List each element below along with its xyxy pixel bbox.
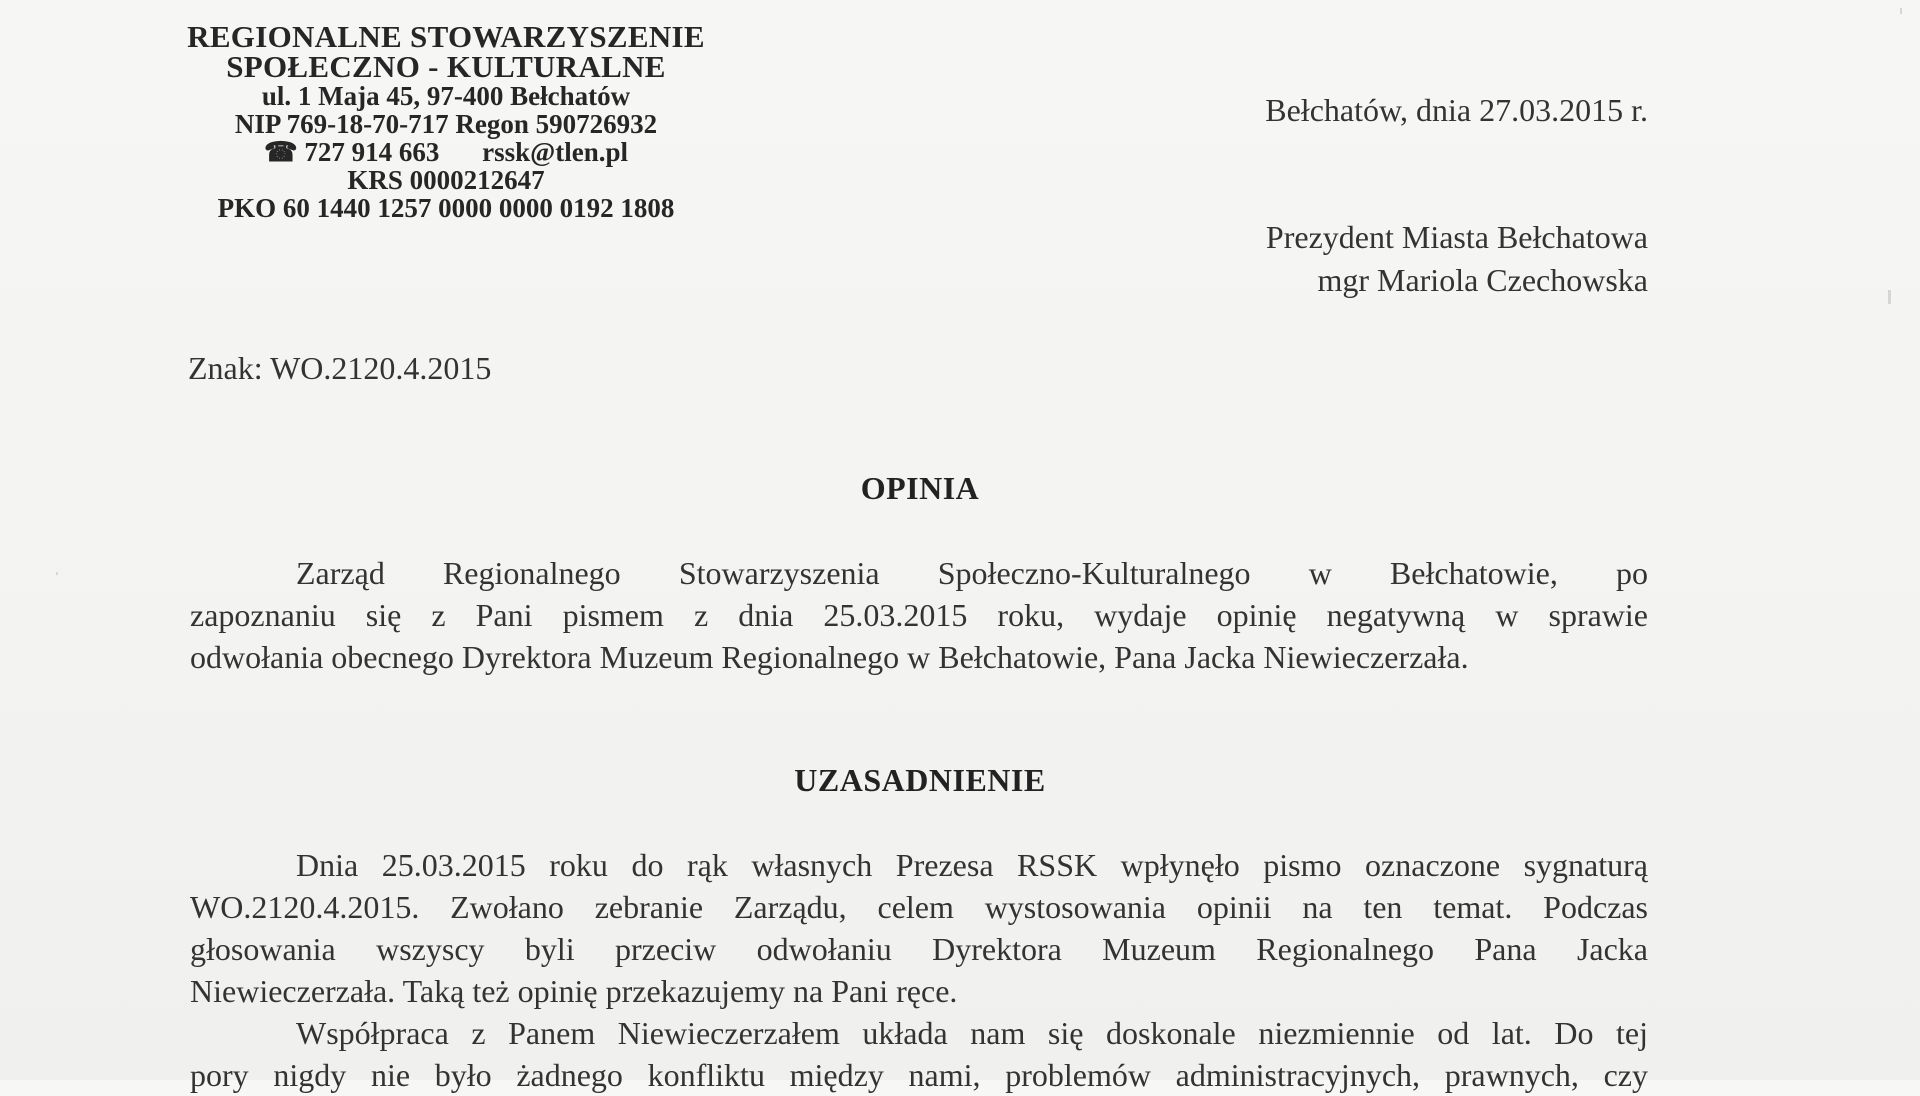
paragraph-line: zapoznaniu się z Pani pismem z dnia 25.03.2015 roku, wydaje opinię negatywną w sprawie — [190, 597, 1648, 633]
paragraph-line: głosowania wszyscy byli przeciw odwołaniu Dyrektora Muzeum Regionalnego Pana Jacka — [190, 931, 1648, 967]
sender-name-line1: REGIONALNE STOWARZYSZENIE — [187, 19, 705, 54]
sender-name-line2: SPOŁECZNO - KULTURALNE — [226, 49, 666, 84]
opinion-paragraph — [190, 552, 1648, 678]
document-date: Bełchatów, dnia 27.03.2015 r. — [1265, 92, 1648, 128]
sender-phone: ☎ 727 914 663 — [263, 137, 440, 167]
paragraph-line: WO.2120.4.2015. Zwołano zebranie Zarządu, celem wystosowania opinii na ten temat. Podczas — [190, 889, 1648, 925]
scan-speck — [1900, 8, 1902, 14]
reference-number: Znak: WO.2120.4.2015 — [188, 350, 492, 386]
addressee-line1: Prezydent Miasta Bełchatowa — [1265, 219, 1648, 255]
sender-bank-account: PKO 60 1440 1257 0000 0000 0192 1808 — [217, 193, 675, 223]
justification-paragraph-1 — [190, 844, 1648, 1012]
scan-speck — [1888, 290, 1891, 304]
addressee-line2: mgr Mariola Czechowska — [1317, 262, 1648, 298]
sender-krs: KRS 0000212647 — [347, 165, 545, 195]
sender-contact — [186, 138, 706, 166]
opinion-heading: OPINIA — [860, 470, 980, 506]
justification-paragraph-2 — [190, 1012, 1648, 1096]
scan-speck — [56, 572, 58, 575]
paragraph-line: Zarząd Regionalnego Stowarzyszenia Społeczno-Kulturalnego w Bełchatowie, po — [296, 555, 1648, 591]
addressee-block — [1266, 216, 1648, 302]
sender-nip-regon: NIP 769-18-70-717 Regon 590726932 — [234, 109, 658, 139]
paragraph-line: Współpraca z Panem Niewieczerzałem układa nam się doskonale niezmiennie od lat. Do tej — [296, 1015, 1648, 1051]
justification-heading: UZASADNIENIE — [794, 762, 1046, 798]
paragraph-line: odwołania obecnego Dyrektora Muzeum Regionalnego w Bełchatowie, Pana Jacka Niewieczerzała. — [190, 639, 1469, 675]
sender-email: rssk@tlen.pl — [482, 137, 629, 167]
paragraph-line: Niewieczerzała. Taką też opinię przekazujemy na Pani ręce. — [190, 973, 958, 1009]
paragraph-line: Dnia 25.03.2015 roku do rąk własnych Prezesa RSSK wpłynęło pismo oznaczone sygnaturą — [296, 847, 1648, 883]
sender-address: ul. 1 Maja 45, 97-400 Bełchatów — [261, 81, 631, 111]
paragraph-line: pory nigdy nie było żadnego konfliktu między nami, problemów administracyjnych, prawnych, czy — [190, 1057, 1648, 1093]
sender-stamp — [186, 19, 706, 223]
